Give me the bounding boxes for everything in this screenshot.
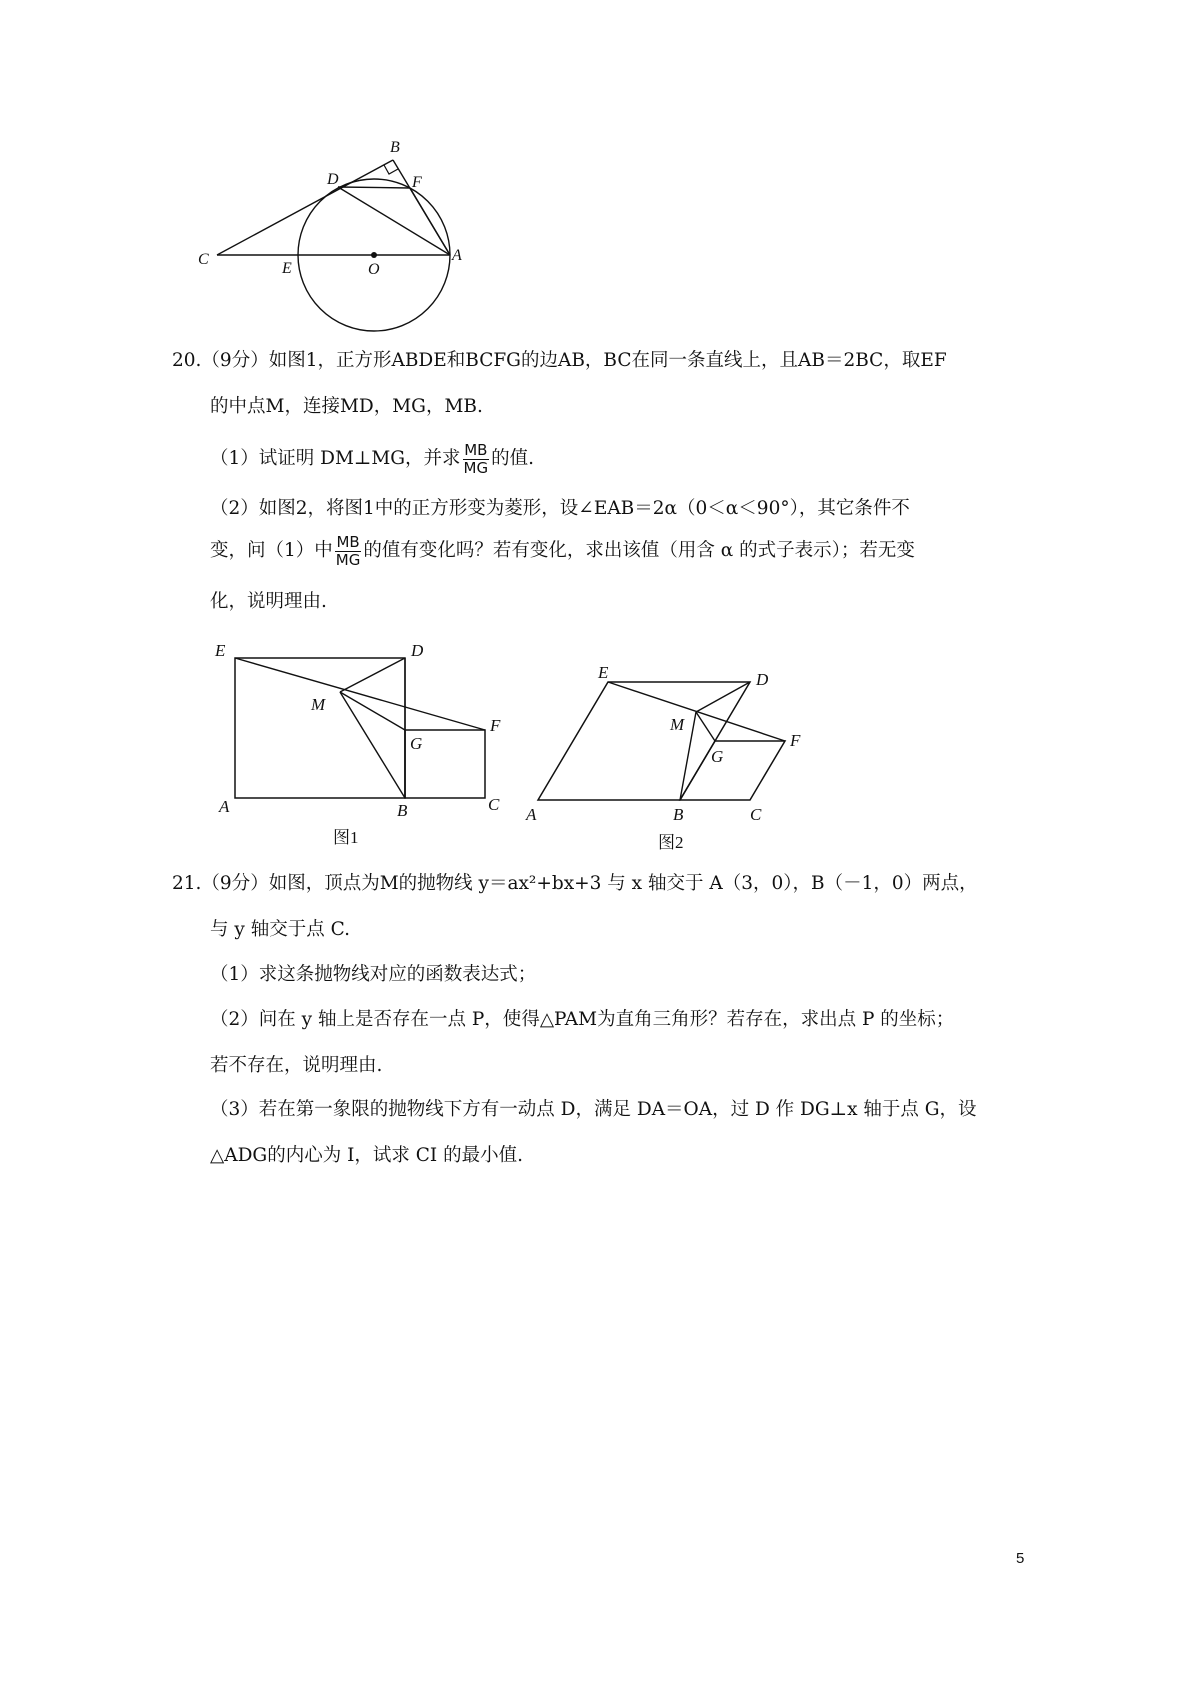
- q20-part2-text-a: 变，问（1）中: [210, 540, 333, 561]
- fraction-mb-mg: [463, 442, 490, 477]
- q21-line2: 与 y 轴交于点 C.: [210, 919, 350, 940]
- fraction-numerator: MB: [464, 440, 488, 459]
- q20-part2-line2: [210, 530, 915, 572]
- q21-part2-line2: 若不存在，说明理由.: [210, 1055, 383, 1076]
- label-c: C: [198, 251, 209, 268]
- square-abde: [235, 658, 405, 798]
- fig2-label-f: F: [790, 731, 801, 750]
- line-da: [338, 187, 450, 255]
- figure-1: [205, 638, 485, 853]
- fraction-denominator-2: MG: [335, 550, 361, 569]
- q20-line2: 的中点M，连接MD，MG，MB.: [210, 396, 483, 417]
- label-a: A: [452, 247, 462, 264]
- fig1-label-m: M: [311, 695, 326, 714]
- center-dot: [371, 252, 377, 258]
- fig2-label-c: C: [750, 805, 762, 824]
- fraction-denominator: MG: [463, 458, 489, 477]
- fig2-label-d: D: [756, 670, 769, 689]
- q21-part2-line1: （2）问在 y 轴上是否存在一点 P，使得△PAM为直角三角形？若存在，求出点 P 的坐标；: [210, 1009, 955, 1030]
- fraction-mb-mg-2: [335, 534, 362, 569]
- label-o: O: [368, 261, 380, 278]
- fig1-label-d: D: [411, 641, 424, 660]
- line-md: [340, 658, 405, 692]
- rhombus-bcfg: [680, 741, 785, 800]
- q21-part3-line2: △ADG的内心为 I，试求 CI 的最小值.: [210, 1145, 523, 1166]
- q20-part1: [210, 438, 534, 480]
- page-number: 5: [1016, 1550, 1025, 1567]
- q21-line1: 21.（9分）如图，顶点为M的抛物线 y＝ax²+bx+3 与 x 轴交于 A（3，0），B（－1，0）两点，: [172, 873, 978, 894]
- q20-line1: 20.（9分）如图1，正方形ABDE和BCFG的边AB，BC在同一条直线上，且AB＝2BC，取EF: [172, 350, 947, 371]
- q20-part1-text-a: （1）试证明 DM⊥MG，并求: [210, 448, 461, 469]
- q21-part1: （1）求这条抛物线对应的函数表达式；: [210, 964, 537, 985]
- fig1-label-a: A: [219, 797, 230, 816]
- fig2-label-g: G: [711, 747, 724, 766]
- figure-2: [528, 658, 828, 858]
- q20-part1-text-b: 的值.: [491, 448, 535, 469]
- fig1-label-f-html: F: [490, 716, 501, 735]
- line-mb: [340, 692, 405, 798]
- fig1-caption: 图1: [333, 828, 359, 847]
- q20-part2-line3: 化，说明理由.: [210, 591, 327, 612]
- fig2-label-b: B: [673, 805, 684, 824]
- line-fa: [410, 188, 450, 255]
- fig1-label-b: B: [397, 801, 408, 820]
- fraction-numerator-2: MB: [336, 532, 360, 551]
- circle-tangent-figure: [190, 130, 490, 345]
- label-f: F: [412, 174, 422, 191]
- q21-part3-line1: （3）若在第一象限的抛物线下方有一动点 D，满足 DA＝OA，过 D 作 DG⊥x 轴于点 G，设: [210, 1099, 977, 1120]
- label-d: D: [327, 171, 339, 188]
- label-e: E: [282, 260, 292, 277]
- q20-part2-text-b: 的值有变化吗？若有变化，求出该值（用含 α 的式子表示）；若无变: [363, 540, 915, 561]
- line-cb: [217, 160, 393, 255]
- line-ef: [235, 658, 485, 730]
- fig2-caption: 图2: [658, 833, 684, 852]
- fig1-label-g: G: [410, 734, 423, 753]
- line-df: [338, 187, 410, 188]
- fig1-label-c-html: C: [488, 795, 500, 814]
- q20-part2-line1: （2）如图2，将图1中的正方形变为菱形，设∠EAB＝2α（0＜α＜90°），其它条件不: [210, 498, 910, 519]
- fig2-label-e: E: [598, 663, 609, 682]
- label-b: B: [390, 139, 400, 156]
- fig2-label-m: M: [670, 715, 685, 734]
- fig2-label-a: A: [526, 805, 537, 824]
- fig1-label-e: E: [215, 641, 226, 660]
- right-angle-mark: [384, 165, 398, 174]
